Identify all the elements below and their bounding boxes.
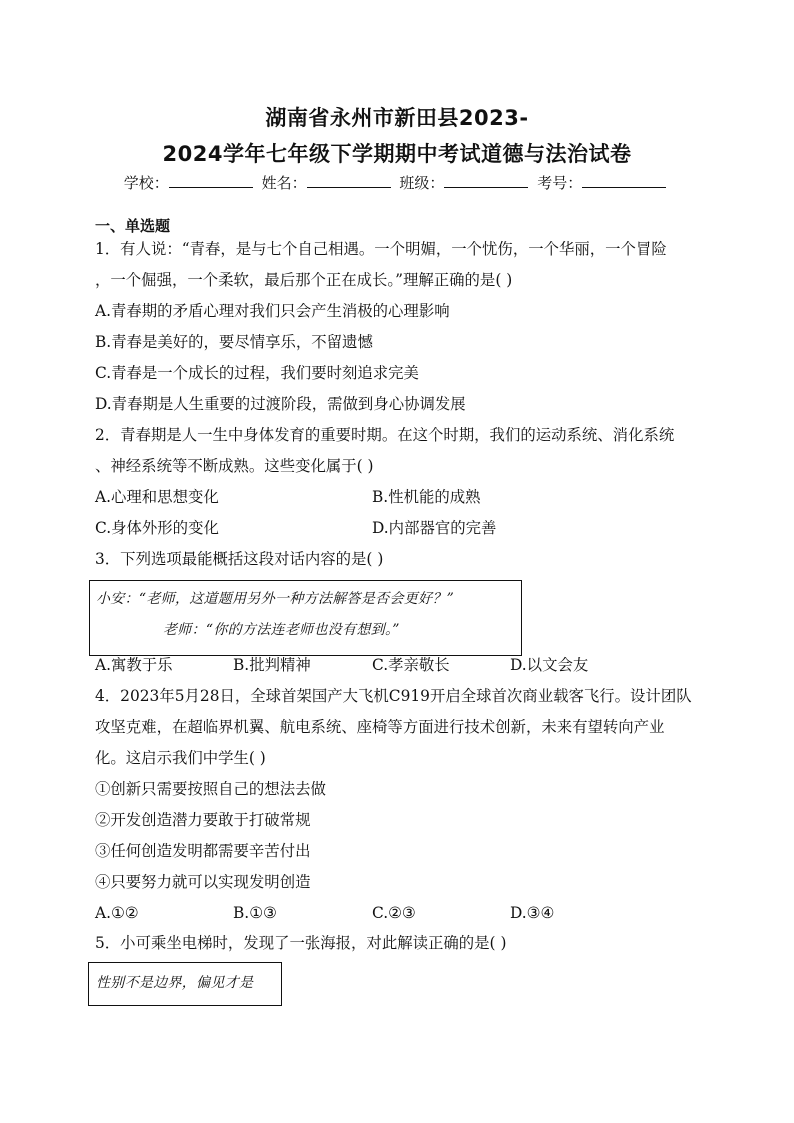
q2-option-d: D.内部器官的完善 <box>372 519 497 537</box>
class-blank <box>444 173 528 188</box>
q3-option-a: A.寓教于乐 <box>95 656 173 674</box>
q5-poster-text: 性别不是边界，偏见才是 <box>96 975 254 991</box>
q1-stem-line-1: 1．有人说：“青春，是与七个自己相遇。一个明媚，一个忧伤，一个华丽，一个冒险 <box>95 240 667 258</box>
q3-option-d: D.以文会友 <box>510 656 589 674</box>
title-line-2: 2024学年七年级下学期期中考试道德与法治试卷 <box>162 142 632 166</box>
q3-option-b: B.批判精神 <box>233 656 311 674</box>
q3-dialogue-line-1: 小安：“老师，这道题用另外一种方法解答是否会更好？” <box>96 591 455 607</box>
q4-stem-line-1: 4．2023年5月28日，全球首架国产大飞机C919开启全球首次商业载客飞行。设计团队 <box>95 687 692 705</box>
title-line-1: 湖南省永州市新田县2023- <box>265 106 529 130</box>
q1-option-a: A.青春期的矛盾心理对我们只会产生消极的心理影响 <box>95 302 450 320</box>
q1-option-c: C.青春是一个成长的过程，我们要时刻追求完美 <box>95 364 419 382</box>
q3-stem: 3．下列选项最能概括这段对话内容的是( ) <box>95 550 384 568</box>
name-blank <box>307 173 391 188</box>
q4-option-c: C.②③ <box>372 904 416 922</box>
section-heading: 一、单选题 <box>95 217 171 235</box>
q4-option-d: D.③④ <box>510 904 555 922</box>
q3-option-c: C.孝亲敬长 <box>372 656 450 674</box>
exam-no-blank <box>582 173 666 188</box>
exam-no-label: 考号： <box>537 174 583 192</box>
q3-dialogue-line-2: 老师：“你的方法连老师也没有想到。” <box>163 622 400 638</box>
q4-statement-2: ②开发创造潜力要敢于打破常规 <box>95 811 311 829</box>
name-label: 姓名： <box>261 174 307 192</box>
q2-option-b: B.性机能的成熟 <box>372 488 481 506</box>
q4-option-a: A.①② <box>95 904 139 922</box>
q4-statement-1: ①创新只需要按照自己的想法去做 <box>95 780 326 798</box>
q5-stem: 5．小可乘坐电梯时，发现了一张海报，对此解读正确的是( ) <box>95 934 507 952</box>
q2-stem-line-1: 2．青春期是人一生中身体发育的重要时期。在这个时期，我们的运动系统、消化系统 <box>95 426 675 444</box>
class-label: 班级： <box>399 174 445 192</box>
q1-option-b: B.青春是美好的，要尽情享乐，不留遗憾 <box>95 333 373 351</box>
q1-stem-line-2: ，一个倔强，一个柔软，最后那个正在成长。”理解正确的是( ) <box>95 271 513 289</box>
q1-option-d: D.青春期是人生重要的过渡阶段，需做到身心协调发展 <box>95 395 466 413</box>
q2-stem-line-2: 、神经系统等不断成熟。这些变化属于( ) <box>95 457 374 475</box>
q2-option-a: A.心理和思想变化 <box>95 488 219 506</box>
q4-statement-3: ③任何创造发明都需要辛苦付出 <box>95 842 311 860</box>
q4-statement-4: ④只要努力就可以实现发明创造 <box>95 873 311 891</box>
q2-option-c: C.身体外形的变化 <box>95 519 219 537</box>
q4-stem-line-2: 攻坚克难，在超临界机翼、航电系统、座椅等方面进行技术创新，未来有望转向产业 <box>95 718 665 736</box>
q4-stem-line-3: 化。这启示我们中学生( ) <box>95 749 266 767</box>
q4-option-b: B.①③ <box>233 904 277 922</box>
school-blank <box>169 173 253 188</box>
student-info-row <box>0 172 794 193</box>
school-label: 学校： <box>123 174 169 192</box>
